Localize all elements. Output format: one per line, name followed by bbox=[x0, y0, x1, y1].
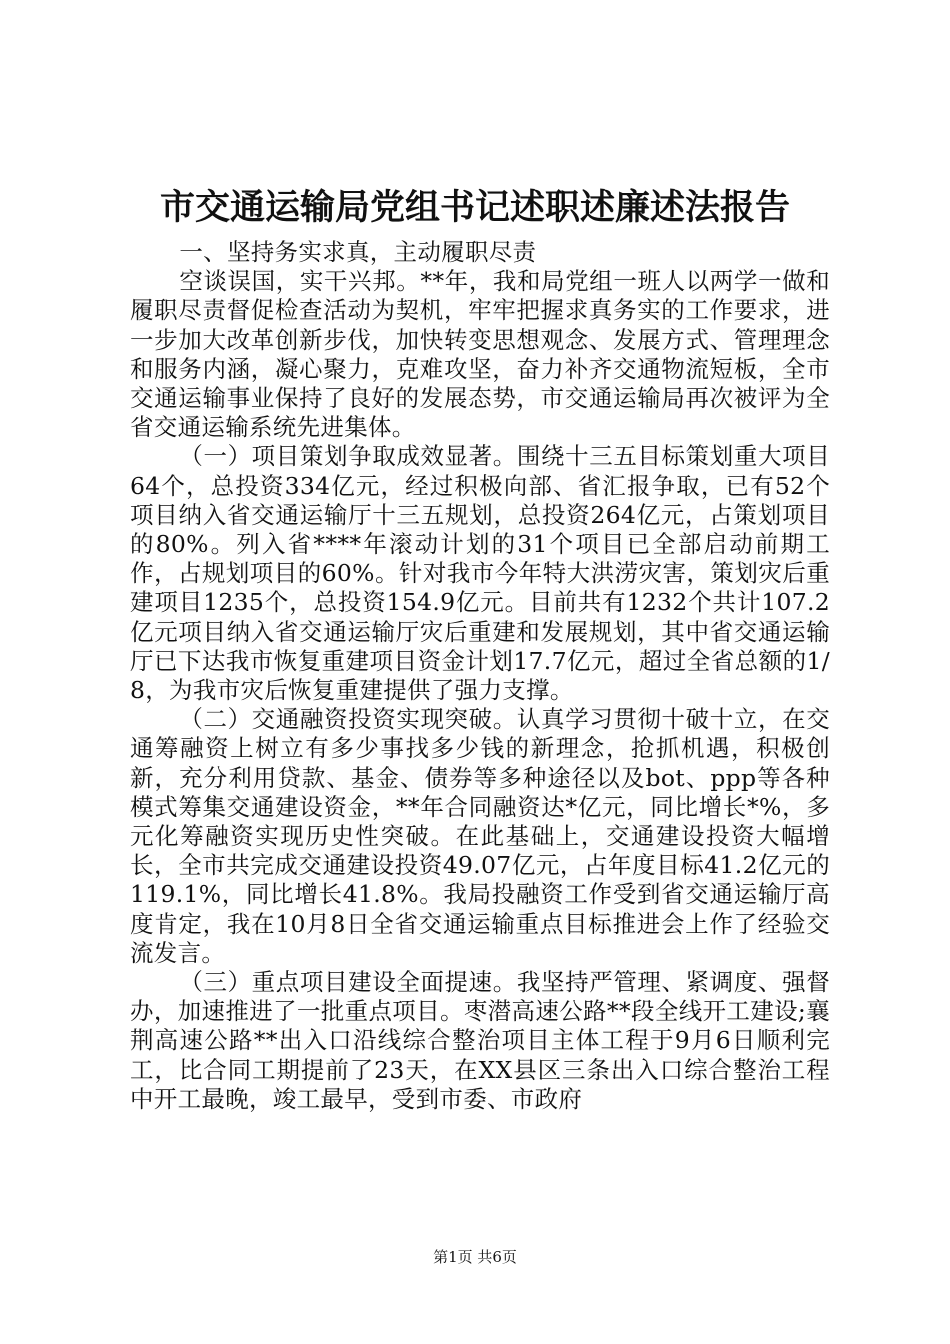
document-title: 市交通运输局党组书记述职述廉述法报告 bbox=[159, 188, 790, 228]
document-body bbox=[130, 238, 830, 1114]
paragraph-item-3: （三）重点项目建设全面提速。我坚持严管理、紧调度、强督办，加速推进了一批重点项目。枣潜高速公路**段全线开工建设;襄荆高速公路**出入口沿线综合整治项目主体工程于9月6日顺利完工，比合同工期提前了23天，在XX县区三条出入口综合整治工程中开工最晚，竣工最早，受到市委、市政府 bbox=[130, 968, 830, 1113]
paragraph-item-1: （一）项目策划争取成效显著。围绕十三五目标策划重大项目64个，总投资334亿元，经过积极向部、省汇报争取，已有52个项目纳入省交通运输厅十三五规划，总投资264亿元，占策划项目的80%。列入省****年滚动计划的31个项目已全部启动前期工作，占规划项目的60%。针对我市今年特大洪涝灾害，策划灾后重建项目1235个，总投资154.9亿元。目前共有1232个共计107.2亿元项目纳入省交通运输厅灾后重建和发展规划，其中省交通运输厅已下达我市恢复重建项目资金计划17.7亿元，超过全省总额的1/8，为我市灾后恢复重建提供了强力支撑。 bbox=[130, 442, 830, 705]
page-footer: 第1页 共6页 bbox=[433, 1248, 517, 1266]
paragraph-item-2: （二）交通融资投资实现突破。认真学习贯彻十破十立，在交通筹融资上树立有多少事找多少钱的新理念，抢抓机遇，积极创新，充分利用贷款、基金、债券等多种途径以及bot、ppp等各种模式筹集交通建设资金，**年合同融资达*亿元，同比增长*%，多元化筹融资实现历史性突破。在此基础上，交通建设投资大幅增长，全市共完成交通建设投资49.07亿元，占年度目标41.2亿元的119.1%，同比增长41.8%。我局投融资工作受到省交通运输厅高度肯定，我在10月8日全省交通运输重点目标推进会上作了经验交流发言。 bbox=[130, 705, 830, 967]
section-heading: 一、坚持务实求真，主动履职尽责 bbox=[179, 238, 537, 266]
paragraph-intro: 空谈误国，实干兴邦。**年，我和局党组一班人以两学一做和履职尽责督促检查活动为契机，牢牢把握求真务实的工作要求，进一步加大改革创新步伐，加快转变思想观念、发展方式、管理理念和服务内涵，凝心聚力，克难攻坚，奋力补齐交通物流短板，全市交通运输事业保持了良好的发展态势，市交通运输局再次被评为全省交通运输系统先进集体。 bbox=[130, 267, 830, 442]
